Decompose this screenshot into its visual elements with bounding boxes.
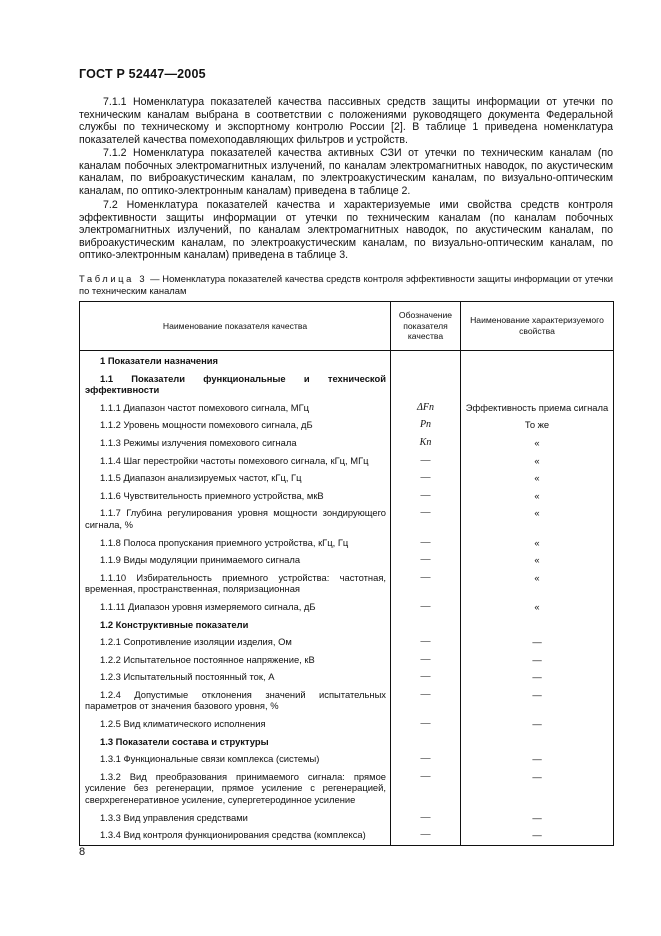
indicator-symbol <box>391 616 461 634</box>
header-indicator-symbol: Обозначение показателя качества <box>391 302 461 351</box>
indicator-symbol: — <box>391 504 461 533</box>
table-caption-label: Таблица 3 <box>79 273 148 284</box>
indicator-symbol: — <box>391 809 461 827</box>
table-row <box>80 351 614 370</box>
property-name: « <box>461 551 614 569</box>
indicator-name: 1.1.6 Чувствительность приемного устройства, мкВ <box>100 489 324 501</box>
indicator-symbol: — <box>391 686 461 715</box>
indicator-name-cell <box>80 504 391 533</box>
table-row <box>80 416 614 434</box>
indicator-name-cell <box>80 651 391 669</box>
property-name: « <box>461 469 614 487</box>
property-name: — <box>461 651 614 669</box>
indicator-name-cell <box>80 750 391 768</box>
indicator-symbol: — <box>391 651 461 669</box>
indicator-symbol: ΔFп <box>391 399 461 417</box>
indicator-name: 1.1.8 Полоса пропускания приемного устройства, кГц, Гц <box>100 536 349 548</box>
indicator-name: 1.3.3 Вид управления средствами <box>100 811 248 823</box>
table-body <box>80 351 614 846</box>
indicator-name: 1 Показатели назначения <box>100 355 219 366</box>
table-row <box>80 434 614 452</box>
indicator-name: 1.1.4 Шаг перестройки частоты помехового сигнала, кГц, МГц <box>100 454 369 466</box>
property-name: — <box>461 809 614 827</box>
indicator-symbol <box>391 733 461 751</box>
indicator-name-cell <box>80 551 391 569</box>
indicator-name-cell <box>80 487 391 505</box>
header-indicator-name: Наименование показателя качества <box>80 302 391 351</box>
page-number: 8 <box>79 846 86 858</box>
table-row <box>80 370 614 399</box>
indicator-name: 1.1.9 Виды модуляции принимаемого сигнала <box>100 554 301 566</box>
indicator-name-cell <box>80 569 391 598</box>
indicator-symbol: — <box>391 598 461 616</box>
indicator-name-cell <box>80 416 391 434</box>
table-row <box>80 768 614 809</box>
table-caption-text: — Номенклатура показателей качества средств контроля эффективности защиты информации от утечки по техническим каналам <box>79 273 613 296</box>
property-name: « <box>461 434 614 452</box>
indicator-name: 1.1.5 Диапазон анализируемых частот, кГц, Гц <box>100 472 302 484</box>
table-row <box>80 504 614 533</box>
property-name: — <box>461 633 614 651</box>
table-row <box>80 487 614 505</box>
paragraph-7-1-1: 7.1.1 Номенклатура показателей качества пассивных средств защиты информации от утечки по техническим каналам выбрана в соответствии с положениями руководящего документа Федеральной службы по техническому и экспортному контролю России [2]. В таблице 1 приведена номенклатура показателей качества помехоподавляющих фильтров и устройств. <box>79 96 613 146</box>
indicator-name-cell <box>80 616 391 634</box>
indicator-name: 1.2.4 Допустимые отклонения значений испытательных параметров от значения базового уровня, % <box>85 688 386 712</box>
property-name: — <box>461 668 614 686</box>
table-row <box>80 668 614 686</box>
quality-indicators-table <box>79 301 614 846</box>
indicator-name: 1.2.1 Сопротивление изоляции изделия, Ом <box>100 636 292 648</box>
property-name: Эффективность приема сигнала <box>461 399 614 417</box>
indicator-name: 1.3.4 Вид контроля функционирования средства (комплекса) <box>100 829 366 841</box>
indicator-name-cell <box>80 598 391 616</box>
indicator-name-cell <box>80 809 391 827</box>
property-name <box>461 351 614 370</box>
indicator-symbol: — <box>391 487 461 505</box>
indicator-name-cell <box>80 633 391 651</box>
indicator-name: 1.1.2 Уровень мощности помехового сигнала, дБ <box>100 419 313 431</box>
indicator-name: 1.3.1 Функциональные связи комплекса (системы) <box>100 753 320 765</box>
table-row <box>80 551 614 569</box>
indicator-name-cell <box>80 686 391 715</box>
property-name: « <box>461 487 614 505</box>
indicator-symbol: — <box>391 469 461 487</box>
property-name: « <box>461 569 614 598</box>
table-row <box>80 616 614 634</box>
indicator-name: 1.1.3 Режимы излучения помехового сигнала <box>100 436 297 448</box>
table-row <box>80 733 614 751</box>
table-row <box>80 686 614 715</box>
indicator-name-cell <box>80 434 391 452</box>
property-name <box>461 733 614 751</box>
indicator-symbol: — <box>391 826 461 845</box>
indicator-name-cell <box>80 534 391 552</box>
table-row <box>80 633 614 651</box>
table-row <box>80 750 614 768</box>
property-name: То же <box>461 416 614 434</box>
indicator-symbol: — <box>391 551 461 569</box>
indicator-name: 1.3 Показатели состава и структуры <box>100 735 269 747</box>
table-row <box>80 534 614 552</box>
indicator-symbol: — <box>391 668 461 686</box>
property-name: « <box>461 452 614 470</box>
table-row <box>80 569 614 598</box>
table-row <box>80 598 614 616</box>
property-name: — <box>461 768 614 809</box>
table-row <box>80 651 614 669</box>
indicator-name-cell <box>80 826 391 845</box>
indicator-symbol <box>391 370 461 399</box>
property-name <box>461 370 614 399</box>
indicator-name-cell <box>80 469 391 487</box>
indicator-name-cell <box>80 768 391 809</box>
table-row <box>80 399 614 417</box>
indicator-name: 1.2.3 Испытательный постоянный ток, А <box>100 671 275 683</box>
indicator-name: 1.2.5 Вид климатического исполнения <box>100 718 266 730</box>
table-row <box>80 826 614 845</box>
table-row <box>80 715 614 733</box>
paragraph-7-2: 7.2 Номенклатура показателей качества и характеризуемые ими свойства средств контроля эффективности защиты информации от утечки по техническим каналам (по каналам побочных электромагнитных излучений, по каналам электромагнитных наводок, по акустическим каналам, по виброакустическим каналам, по электроакустическим каналам, по визуально-оптическим каналам, по оптико-электронным каналам) приведена в таблице 3. <box>79 199 613 262</box>
table-header-row <box>80 302 614 351</box>
property-name: — <box>461 715 614 733</box>
indicator-symbol: — <box>391 633 461 651</box>
table-row <box>80 469 614 487</box>
property-name <box>461 616 614 634</box>
indicator-name: 1.2 Конструктивные показатели <box>100 618 249 630</box>
indicator-name: 1.1.7 Глубина регулирования уровня мощности зондирующего сигнала, % <box>85 507 386 530</box>
indicator-symbol: — <box>391 715 461 733</box>
table-caption <box>79 273 613 297</box>
indicator-name-cell <box>80 668 391 686</box>
indicator-name-cell <box>80 370 391 399</box>
header-property-name: Наименование характеризуемого свойства <box>461 302 614 351</box>
indicator-symbol: Pп <box>391 416 461 434</box>
property-name: « <box>461 534 614 552</box>
indicator-name: 1.1.10 Избирательность приемного устройства: частотная, временная, пространственная, поляризационная <box>85 571 386 595</box>
document-header: ГОСТ Р 52447—2005 <box>79 67 206 81</box>
property-name: — <box>461 750 614 768</box>
indicator-symbol: — <box>391 534 461 552</box>
indicator-name: 1.1.1 Диапазон частот помехового сигнала, МГц <box>100 401 310 413</box>
indicator-name-cell <box>80 715 391 733</box>
indicator-name: 1.1.11 Диапазон уровня измеряемого сигнала, дБ <box>100 600 316 612</box>
property-name: — <box>461 686 614 715</box>
indicator-symbol: — <box>391 569 461 598</box>
indicator-symbol: Kп <box>391 434 461 452</box>
indicator-name: 1.1 Показатели функциональные и технической эффективности <box>85 372 386 396</box>
table-row <box>80 809 614 827</box>
property-name: « <box>461 598 614 616</box>
indicator-name-cell <box>80 351 391 370</box>
indicator-name-cell <box>80 399 391 417</box>
paragraph-7-1-2: 7.1.2 Номенклатура показателей качества активных СЗИ от утечки по техническим каналам (по каналам побочных электромагнитных излучений, по каналам электромагнитных наводок, по акустическим каналам, по виброакустическим каналам, по электроакустическим каналам, по визуально-оптическим каналам, по оптико-электронным каналам) приведена в таблице 2. <box>79 147 613 197</box>
indicator-name-cell <box>80 452 391 470</box>
indicator-symbol: — <box>391 750 461 768</box>
indicator-name: 1.3.2 Вид преобразования принимаемого сигнала: прямое усиление без регенерации, прямое усиление с регенерацией, сверхрегенеративное усиление, супергетеродинное усиление <box>85 770 386 806</box>
indicator-name: 1.2.2 Испытательное постоянное напряжение, кВ <box>100 653 315 665</box>
property-name: « <box>461 504 614 533</box>
indicator-symbol: — <box>391 452 461 470</box>
indicator-name-cell <box>80 733 391 751</box>
indicator-symbol: — <box>391 768 461 809</box>
property-name: — <box>461 826 614 845</box>
table-row <box>80 452 614 470</box>
indicator-symbol <box>391 351 461 370</box>
